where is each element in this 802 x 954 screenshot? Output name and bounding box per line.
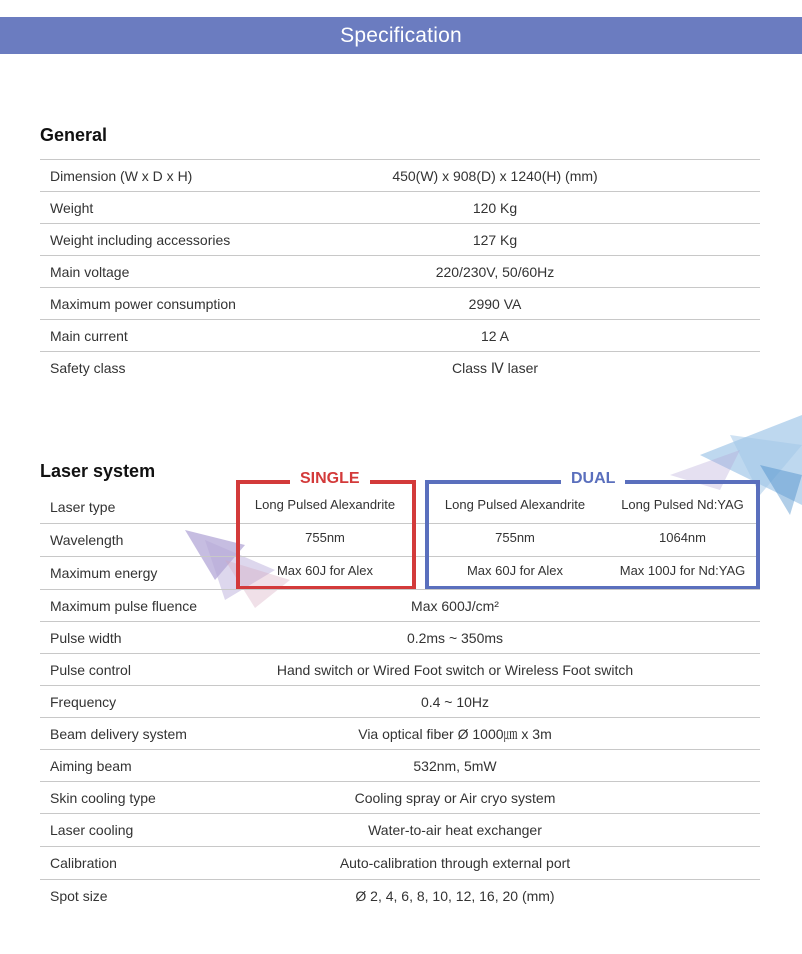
spec-label: Skin cooling type <box>50 790 156 806</box>
spec-label: Calibration <box>50 855 117 871</box>
spec-label: Weight <box>50 200 94 216</box>
spec-label: Frequency <box>50 694 117 710</box>
spec-label: Main current <box>50 328 128 344</box>
dual-value-ndyag: Long Pulsed Nd:YAG <box>621 497 744 512</box>
single-model-box <box>236 470 416 590</box>
dual-model-box <box>425 470 760 590</box>
spec-row-laser-cooling <box>40 813 760 846</box>
dual-value-ndyag: Max 100J for Nd:YAG <box>619 563 746 578</box>
single-value: Long Pulsed Alexandrite <box>254 497 396 512</box>
spec-label: Safety class <box>50 360 126 376</box>
spec-label: Dimension (W x D x H) <box>50 168 193 184</box>
page-title-banner: Specification <box>0 17 802 54</box>
spec-value: Hand switch or Wired Foot switch or Wireless Foot switch <box>276 662 634 678</box>
single-label: SINGLE <box>290 470 370 488</box>
dual-label: DUAL <box>561 470 625 488</box>
general-section-title: General <box>40 125 108 145</box>
spec-value: 12 A <box>480 328 510 344</box>
spec-label: Wavelength <box>50 532 124 548</box>
spec-value: Ø 2, 4, 6, 8, 10, 12, 16, 20 (mm) <box>355 888 555 904</box>
spec-value: Cooling spray or Air cryo system <box>354 790 556 806</box>
single-value: 755nm <box>305 530 345 545</box>
spec-label: Maximum energy <box>50 565 158 581</box>
spec-row-beam-delivery <box>40 717 760 750</box>
spec-row-frequency <box>40 685 760 718</box>
spec-value: Via optical fiber Ø 1000㎛ x 3m <box>358 726 552 742</box>
spec-row-main-current <box>40 319 760 352</box>
dual-value-alex: Long Pulsed Alexandrite <box>444 497 586 512</box>
spec-label: Pulse control <box>50 662 131 678</box>
spec-label: Laser cooling <box>50 822 134 838</box>
spec-value: Auto-calibration through external port <box>339 855 571 871</box>
dual-value-ndyag: 1064nm <box>659 530 706 545</box>
spec-label: Pulse width <box>50 630 122 646</box>
spec-value: Class Ⅳ laser <box>451 360 539 376</box>
spec-row-spot-size <box>40 879 760 912</box>
spec-label: Maximum pulse fluence <box>50 598 198 614</box>
spec-value: 0.4 ~ 10Hz <box>420 694 490 710</box>
spec-row-main-voltage <box>40 255 760 288</box>
spec-value: Water-to-air heat exchanger <box>368 822 542 838</box>
spec-label: Weight including accessories <box>50 232 231 248</box>
spec-value: 450(W) x 908(D) x 1240(H) (mm) <box>392 168 598 184</box>
spec-row-weight-accessories <box>40 223 760 256</box>
spec-label: Aiming beam <box>50 758 132 774</box>
spec-row-safety-class <box>40 351 760 384</box>
spec-value: 127 Kg <box>472 232 518 248</box>
spec-row-pulse-fluence <box>40 589 760 622</box>
spec-label: Beam delivery system <box>50 726 187 742</box>
spec-row-dimension <box>40 159 760 192</box>
spec-label: Maximum power consumption <box>50 296 236 312</box>
spec-value: 220/230V, 50/60Hz <box>435 264 555 280</box>
dual-value-alex: 755nm <box>495 530 535 545</box>
spec-row-weight <box>40 191 760 224</box>
spec-row-calibration <box>40 846 760 879</box>
spec-value: 532nm, 5mW <box>413 758 497 774</box>
dual-value-alex: Max 60J for Alex <box>466 563 564 578</box>
spec-label: Main voltage <box>50 264 130 280</box>
spec-value: 2990 VA <box>468 296 522 312</box>
spec-label: Laser type <box>50 499 116 515</box>
spec-row-pulse-width <box>40 621 760 654</box>
laser-section-title: Laser system <box>40 461 156 481</box>
spec-row-aiming-beam <box>40 749 760 782</box>
single-value: Max 60J for Alex <box>276 563 374 578</box>
spec-value: 120 Kg <box>472 200 518 216</box>
spec-row-power-consumption <box>40 287 760 320</box>
spec-value: Max 600J/cm² <box>411 598 499 614</box>
spec-row-pulse-control <box>40 653 760 686</box>
spec-value: 0.2ms ~ 350ms <box>406 630 504 646</box>
spec-label: Spot size <box>50 888 108 904</box>
spec-row-skin-cooling <box>40 781 760 814</box>
